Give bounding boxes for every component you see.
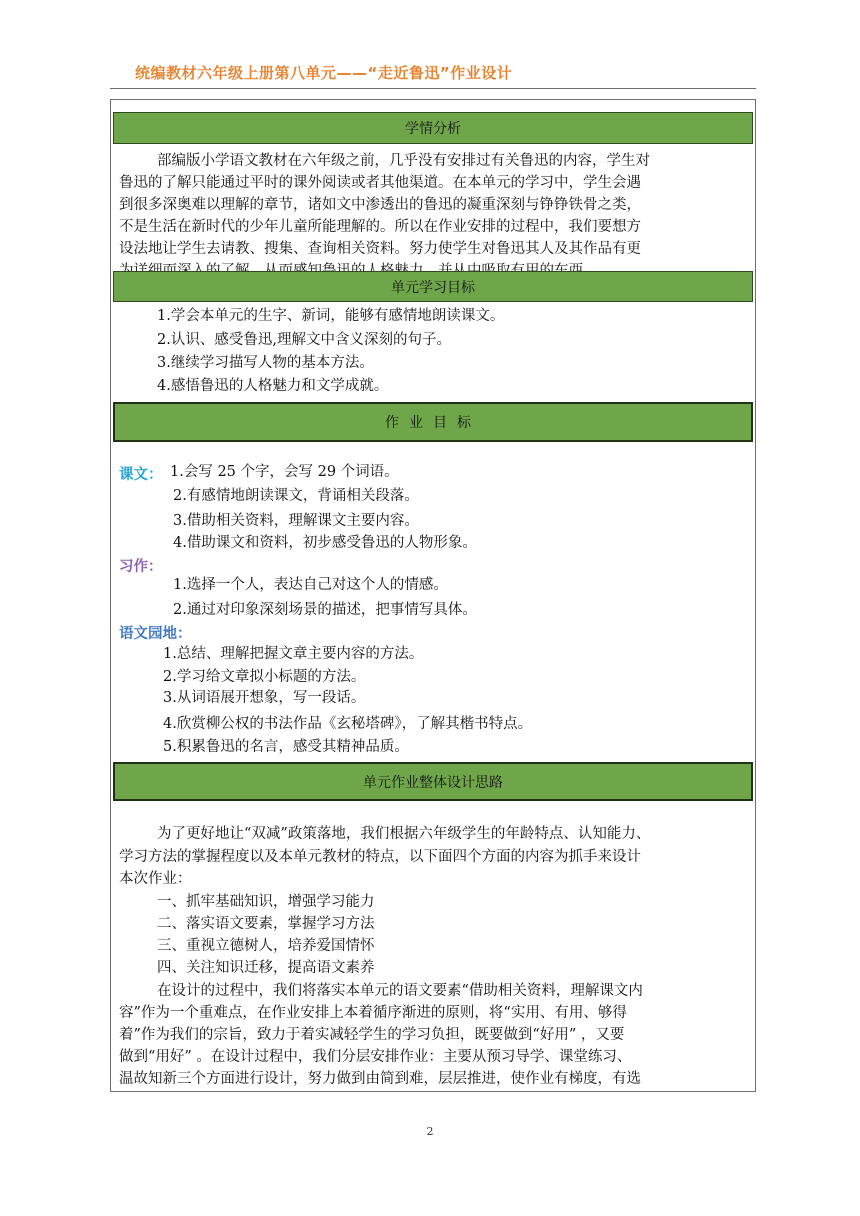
unit-goal-4: 4.感悟鲁迅的人格魅力和文学成就。 xyxy=(157,378,389,394)
design-closing-4: 做到“用好” 。在设计过程中，我们分层安排作业：主要从预习导学、课堂练习、 xyxy=(119,1049,632,1065)
section-title-homework-goals: 作业目标 xyxy=(385,415,481,431)
kewen-item-4: 4.借助课文和资料，初步感受鲁迅的人物形象。 xyxy=(173,535,477,551)
yuandi-item-4: 4.欣赏柳公权的书法作品《玄秘塔碑》，了解其楷书特点。 xyxy=(163,716,533,732)
design-point-4: 四、关注知识迁移，提高语文素养 xyxy=(157,960,375,976)
design-closing-5: 温故知新三个方面进行设计，努力做到由简到难，层层推进，使作业有梯度，有选 xyxy=(119,1071,641,1087)
xizuo-item-1: 1.选择一个人，表达自己对这个人的情感。 xyxy=(173,577,448,593)
header-rule xyxy=(110,88,756,89)
analysis-line-2: 鲁迅的了解只能通过平时的课外阅读或者其他渠道。在本单元的学习中，学生会遇 xyxy=(119,175,641,191)
kewen-item-3: 3.借助相关资料，理解课文主要内容。 xyxy=(173,513,419,529)
design-point-3: 三、重视立德树人，培养爱国情怀 xyxy=(157,938,375,954)
yuandi-item-2: 2.学习给文章拟小标题的方法。 xyxy=(163,669,366,685)
design-intro-2: 学习方法的掌握程度以及本单元教材的特点，以下面四个方面的内容为抓手来设计 xyxy=(119,849,641,865)
design-closing-3: 着”作为我们的宗旨，致力于着实减轻学生的学习负担，既要做到“好用” ，又要 xyxy=(119,1027,625,1043)
unit-goal-3: 3.继续学习描写人物的基本方法。 xyxy=(157,355,374,371)
label-kewen: 课文： xyxy=(119,467,163,483)
document-header-title: 统编教材六年级上册第八单元——“走近鲁迅”作业设计 xyxy=(135,64,513,82)
xizuo-item-2: 2.通过对印象深刻场景的描述，把事情写具体。 xyxy=(173,602,477,618)
kewen-item-2: 2.有感情地朗读课文，背诵相关段落。 xyxy=(173,488,419,504)
section-title-design: 单元作业整体设计思路 xyxy=(363,774,503,791)
label-xizuo: 习作： xyxy=(119,559,163,575)
yuandi-item-3: 3.从词语展开想象，写一段话。 xyxy=(163,690,366,706)
analysis-line-5: 设法地让学生去请教、搜集、查询相关资料。努力使学生对鲁迅其人及其作品有更 xyxy=(119,241,641,257)
section-bar-unit-goals xyxy=(113,271,753,302)
section-title-analysis: 学情分析 xyxy=(405,121,461,137)
design-point-2: 二、落实语文要素，掌握学习方法 xyxy=(157,916,375,932)
analysis-line-4: 不是生活在新时代的少年儿童所能理解的。所以在作业安排的过程中，我们要想方 xyxy=(119,219,641,235)
design-closing-2: 容”作为一个重难点，在作业安排上本着循序渐进的原则，将“实用、有用、够得 xyxy=(119,1005,627,1021)
analysis-line-3: 到很多深奥难以理解的章节，诸如文中渗透出的鲁迅的凝重深刻与铮铮铁骨之类， xyxy=(119,197,641,213)
label-yuandi: 语文园地： xyxy=(119,626,192,642)
section-bar-analysis xyxy=(113,112,753,144)
analysis-line-1: 部编版小学语文教材在六年级之前，几乎没有安排过有关鲁迅的内容，学生对 xyxy=(157,153,650,169)
yuandi-item-1: 1.总结、理解把握文章主要内容的方法。 xyxy=(163,646,424,662)
design-intro-1: 为了更好地让“双减”政策落地，我们根据六年级学生的年龄特点、认知能力、 xyxy=(157,826,651,842)
unit-goal-1: 1.学会本单元的生字、新词，能够有感情地朗读课文。 xyxy=(157,308,505,324)
kewen-item-1: 1.会写 25 个字，会写 29 个词语。 xyxy=(170,464,399,480)
section-bar-homework-goals xyxy=(113,402,753,442)
section-bar-design xyxy=(113,762,753,801)
page-number: 2 xyxy=(426,1125,434,1138)
unit-goal-2: 2.认识、感受鲁迅,理解文中含义深刻的句子。 xyxy=(157,332,451,348)
yuandi-item-5: 5.积累鲁迅的名言，感受其精神品质。 xyxy=(163,739,409,755)
design-point-1: 一、抓牢基础知识，增强学习能力 xyxy=(157,894,375,910)
design-closing-1: 在设计的过程中，我们将落实本单元的语文要素“借助相关资料，理解课文内 xyxy=(157,983,643,999)
design-intro-3: 本次作业： xyxy=(119,871,192,887)
section-title-unit-goals: 单元学习目标 xyxy=(391,279,475,296)
